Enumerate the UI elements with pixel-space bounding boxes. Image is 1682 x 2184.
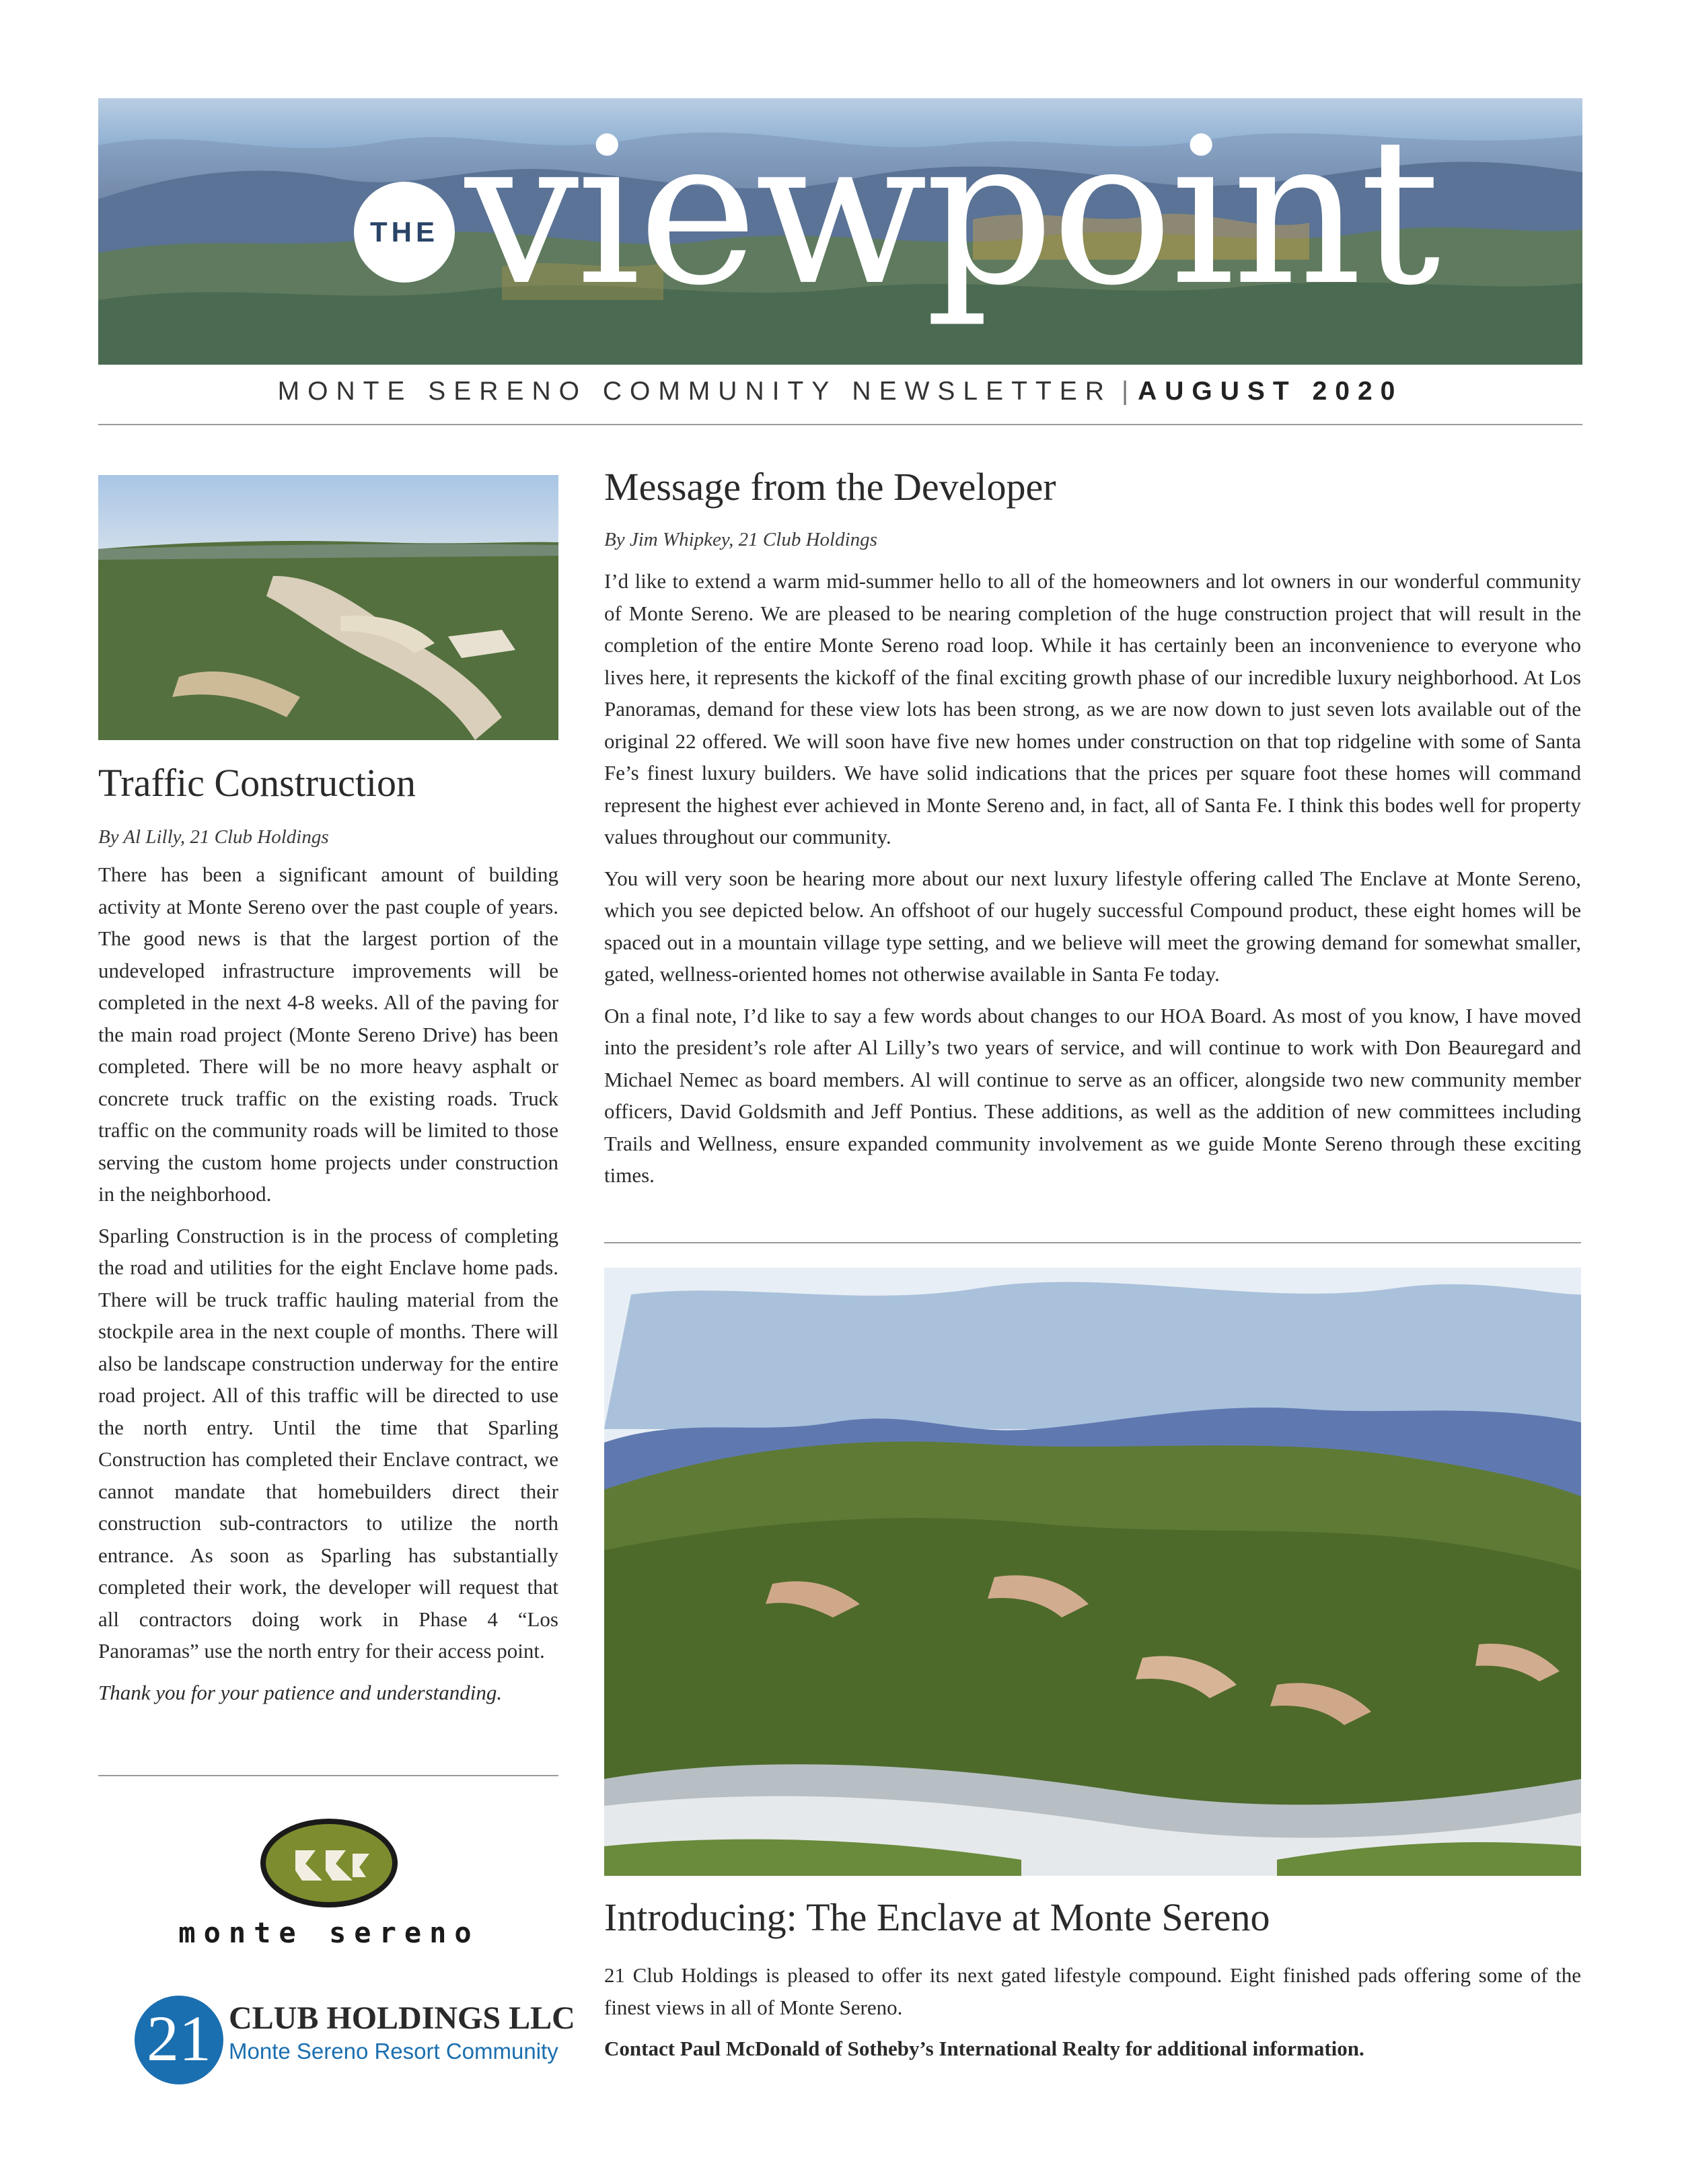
masthead-title: viewpoint <box>465 98 1438 330</box>
enclave-watercolor-image <box>604 1268 1581 1876</box>
issue-date: AUGUST 2020 <box>1138 377 1403 406</box>
newsletter-subtitle <box>98 377 1582 412</box>
traffic-title: Traffic Construction <box>98 761 416 805</box>
enclave-article <box>604 1959 1581 2065</box>
monte-sereno-logo-icon <box>258 1817 400 1909</box>
newsletter-name: MONTE SERENO COMMUNITY NEWSLETTER <box>277 377 1112 406</box>
club-number: 21 <box>147 2002 211 2074</box>
construction-photo <box>98 475 558 740</box>
club-holdings-tagline: Monte Sereno Resort Community <box>229 2039 558 2064</box>
club-holdings-name: CLUB HOLDINGS LLC <box>229 2000 575 2036</box>
header-divider <box>98 424 1582 425</box>
traffic-article <box>98 859 558 1708</box>
21-club-logo-icon <box>129 1985 237 2092</box>
traffic-paragraph: Sparling Construction is in the process of completing the road and utilities for the eight Enclave home pads. There will be truck traffic hauling material from the stockpile area in the next couple of months. There will also be landscape construction underway for the entire road project. All of this traffic will be directed to use the north entry. Until the time that Sparling Construction has completed their Enclave contract, we cannot mandate that homebuilders direct their construction sub-contractors to utilize the north entrance. As soon as Sparling has substantially completed their work, the developer will request that all contractors doing work in Phase 4 “Los Panoramas” use the north entry for their access point. <box>98 1223 558 1663</box>
developer-title: Message from the Developer <box>604 465 1056 509</box>
enclave-body: 21 Club Holdings is pleased to offer its next gated lifestyle compound. Eight finished pads offering some of the finest views in all of Monte Sereno. <box>604 1963 1581 2019</box>
developer-paragraph: I’d like to extend a warm mid-summer hello to all of the homeowners and lot owners in our wonderful community of Monte Sereno. We are pleased to be nearing completion of the huge construction project that will result in the completion of the entire Monte Sereno road loop. While it has certainly been an inconvenience to everyone who lives here, it represents the kickoff of the final exciting growth phase of our incredible luxury neighborhood. At Los Panoramas, demand for these view lots has been strong, as we are now down to just seven lots available out of the original 22 offered. We will soon have five new homes under construction on that top ridgeline with some of Santa Fe’s finest luxury builders. We have solid indications that the prices per square foot these homes will command represent the highest ever achieved in Monte Sereno and, in fact, all of Santa Fe. I think this bodes well for property values throughout our community. <box>604 569 1581 848</box>
enclave-rendering <box>604 1268 1581 1876</box>
traffic-byline: By Al Lilly, 21 Club Holdings <box>98 826 329 848</box>
developer-paragraph: You will very soon be hearing more about our next luxury lifestyle offering called The Enclave at Monte Sereno, which you see depicted below. An offshoot of our hugely successful Compound product, these eight homes will be spaced out in a mountain village type setting, and we believe will meet the growing demand for somewhat smaller, gated, wellness-oriented homes not otherwise available in Santa Fe today. <box>604 866 1581 986</box>
developer-article <box>604 565 1581 1192</box>
left-column-divider <box>98 1775 558 1776</box>
enclave-contact: Contact Paul McDonald of Sotheby’s International Realty for additional information. <box>604 2037 1364 2060</box>
monte-sereno-wordmark: monte sereno <box>178 1916 480 1949</box>
developer-paragraph: On a final note, I’d like to say a few words about changes to our HOA Board. As most of you know, I have moved into the president’s role after Al Lilly’s two years of service, and will continue to work with Don Beauregard and Michael Nemec as board members. Al will continue to serve as an officer, alongside two new community member officers, David Goldsmith and Jeff Pontius. These additions, as well as the addition of new committees including Trails and Wellness, ensure expanded community involvement as we guide Monte Sereno through these exciting times. <box>604 1003 1581 1187</box>
traffic-closing: Thank you for your patience and understanding. <box>98 1680 503 1704</box>
masthead-banner <box>98 98 1582 365</box>
traffic-paragraph: There has been a significant amount of building activity at Monte Sereno over the past couple of years. The good news is that the largest portion of the undeveloped infrastructure improvements will be completed in the next 4-8 weeks. All of the paving for the main road project (Monte Sereno Drive) has been completed. There will be no more heavy asphalt or concrete truck traffic on the existing roads. Truck traffic on the community roads will be limited to those serving the custom home projects under construction in the neighborhood. <box>98 863 558 1206</box>
right-column-divider <box>604 1242 1581 1243</box>
subtitle-separator: | <box>1121 377 1129 406</box>
enclave-title: Introducing: The Enclave at Monte Sereno <box>604 1895 1270 1939</box>
the-badge: THE <box>354 182 455 283</box>
developer-byline: By Jim Whipkey, 21 Club Holdings <box>604 529 877 550</box>
aerial-construction-image <box>98 475 558 740</box>
